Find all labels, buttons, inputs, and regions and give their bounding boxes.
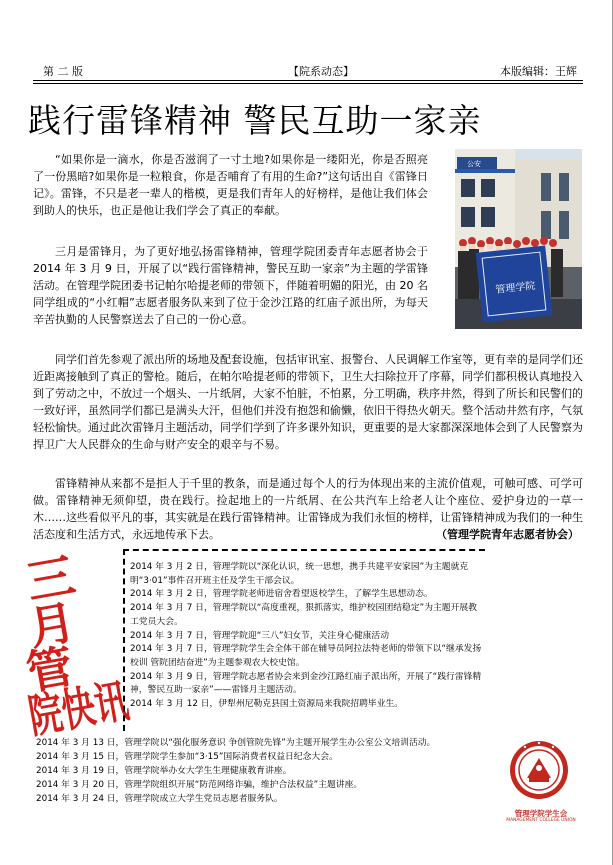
emblem-sublabel: MANAGEMENT COLLEGE UNION [506,818,576,823]
list-item: 2014 年 3 月 7 日，管理学院学生会全体干部在辅导员阿拉法特老师的带领下以“继承发扬校训 管院团结奋进”为主题参观农大校史馆。 [130,644,482,668]
header-rule-bottom [33,83,583,84]
list-item: 2014 年 3 月 20 日，管理学院组织开展“防范网络诈骗，维护合法权益”主题讲座。 [36,779,363,790]
article-signature: （管理学院青年志愿者协会） [436,528,579,541]
list-item: 2014 年 3 月 12 日，伊犁州尼勒克县国土资源局来我院招聘毕业生。 [130,699,404,710]
list-item: 2014 年 3 月 24 日，管理学院成立大学生党员志愿者服务队。 [36,793,283,804]
list-item: 2014 年 3 月 2 日，管理学院老师进宿舍看望返校学生，了解学生思想动态。 [130,589,433,600]
list-item: 2014 年 3 月 13 日，管理学院以“强化服务意识 争创管院先锋”为主题开展学生办公室公文培训活动。 [36,738,436,748]
list-item: 2014 年 3 月 9 日，管理学院志愿者协会来到金沙江路红庙子派出所，开展了“践行雷锋精神，警民互助一家亲”——雷锋月主题活动。 [130,671,482,696]
quick-news-calligraphy [25,549,133,739]
article-paragraph-2: 三月是雷锋月，为了更好地弘扬雷锋精神，管理学院团委青年志愿者协会于 2014 年 3 月 9 日，开展了以“践行雷锋精神，警民互助一家亲”为主题的学雷锋活动。在管理学院团委书记帕尔哈提老师的带领下，伴随着明媚的阳光，由 20 名同学组成的“小红帽”志愿者服务队来到了位于金沙江路的红庙子派出所，为每天辛苦执勤的人民警察送去了自己的一份心意。 [33,245,428,326]
page-header [33,64,583,79]
list-item: 2014 年 3 月 15 日，管理学院学生参加“3·15”国际消费者权益日纪念大会。 [36,751,338,762]
article-paragraph-1: “如果你是一滴水，你是否滋润了一寸土地?如果你是一缕阳光，你是否照亮了一份黑暗?如果你是一粒粮食，你是否哺育了有用的生命?”这句话出自《雷锋日记》。雷锋，不只是老一辈人的楷模，更是我们青年人的好榜样，是他让我们体会到助人的快乐，也正是他让我们学会了真正的奉献。 [33,153,428,217]
student-union-emblem [497,736,581,816]
section-label: 【院系动态】 [288,65,354,78]
quick-news-title-char-1: 三 [25,549,80,612]
list-item: 2014 年 3 月 2 日，管理学院以“深化认识，统一思想，携手共建平安家园”为主题就克明“3·01”事件召开班主任及学生干部会议。 [130,562,469,586]
emblem-label: 管理学院学生会 [514,809,568,818]
event-photo [455,149,582,329]
article-headline: 践行雷锋精神 警民互助一家亲 [28,101,482,140]
police-sign-text: 公安 [467,160,481,168]
list-item: 2014 年 3 月 19 日，管理学院举办女大学生生理健康教育讲座。 [36,765,292,776]
article-paragraph-4: 雷锋精神从来都不是拒人于千里的教条，而是通过每个人的行为体现出来的主流价值观，可触可感、可学可做。雷锋精神无须仰望，贵在践行。捡起地上的一片纸屑、在公共汽车上给老人让个座位、爱护身边的一草一木……这些看似平凡的事，其实就是在践行雷锋精神。让雷锋成为我们永恒的榜样，让雷锋精神成为我们的一种生活态度和生活方式，永远地传承下去。 （管理学院青年志愿者协会） [33,477,583,541]
quick-news-title-char-4: 院快讯 [25,666,133,739]
quick-news-list-boxed [130,561,485,712]
header-rule-top [33,80,583,81]
quick-news-title-char-2: 月 [25,594,80,656]
list-item: 2014 年 3 月 7 日，管理学院迎“三八”妇女节，关注身心健康活动 [130,630,390,641]
editor-label: 本版编辑：王辉 [500,65,577,78]
article-paragraph-3: 同学们首先参观了派出所的场地及配套设施，包括审讯室、报警台、人民调解工作室等，更有幸的是同学们还近距离接触到了真正的警枪。随后，在帕尔哈提老师的带领下，卫生大扫除拉开了序幕，同学们都积极认真地投入到了劳动之中，不放过一个烟头、一片纸屑，大家不怕脏，不怕累，分工明确，秩序井然，得到了所长和民警们的一致好评，虽然同学们都已是满头大汗，但他们并没有抱怨和偷懒，依旧干得热火朝天。整个活动井然有序，气氛轻松愉快。通过此次雷锋月主题活动，同学们学到了许多课外知识，更重要的是大家都深深地体会到了人民警察为捍卫广大人民群众的生命与财产安全的艰辛与不易。 [33,353,583,451]
quick-news-title-char-3: 管 [25,639,78,701]
banner-text: 管理学院 [494,280,536,296]
quick-news-list-open [36,737,476,807]
page-label: 第 二 版 [43,65,83,78]
list-item: 2014 年 3 月 7 日，管理学院以“高度重视，狠抓落实，维护校园团结稳定”为主题开展教工党员大会。 [130,603,477,627]
